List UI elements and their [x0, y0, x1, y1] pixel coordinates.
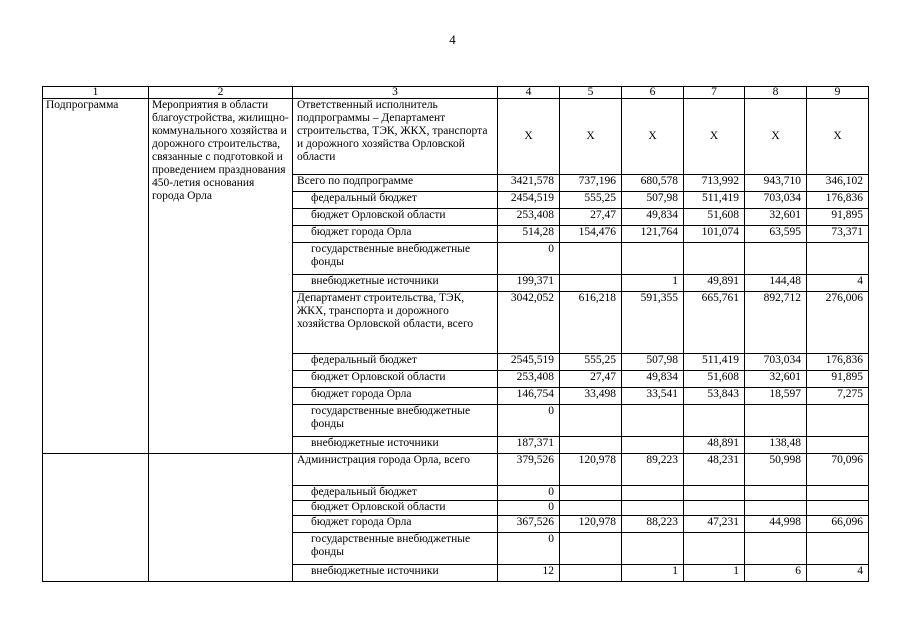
value-cell: 0	[498, 501, 560, 516]
row-label: бюджет города Орла	[293, 388, 498, 405]
value-cell: 253,408	[498, 209, 560, 226]
value-cell	[684, 243, 745, 275]
header-cell: 9	[807, 87, 869, 99]
value-cell: Х	[498, 99, 560, 175]
value-cell	[622, 533, 684, 565]
value-cell: 33,498	[560, 388, 622, 405]
value-cell: 27,47	[560, 209, 622, 226]
empty-cell	[149, 454, 293, 582]
value-cell: 154,476	[560, 226, 622, 243]
value-cell: 253,408	[498, 371, 560, 388]
row-label: государственные внебюджетные фонды	[293, 405, 498, 437]
value-cell	[745, 533, 807, 565]
header-cell: 4	[498, 87, 560, 99]
row-label: федеральный бюджет	[293, 354, 498, 371]
value-cell: 276,006	[807, 292, 869, 354]
header-cell: 3	[293, 87, 498, 99]
value-cell: 4	[807, 275, 869, 292]
value-cell	[684, 405, 745, 437]
value-cell: 50,998	[745, 454, 807, 486]
row-label: федеральный бюджет	[293, 486, 498, 501]
value-cell	[807, 486, 869, 501]
value-cell: 32,601	[745, 371, 807, 388]
value-cell: 737,196	[560, 175, 622, 192]
value-cell: 2454,519	[498, 192, 560, 209]
value-cell: 703,034	[745, 354, 807, 371]
value-cell: 511,419	[684, 192, 745, 209]
table-row	[43, 99, 869, 175]
value-cell: 44,998	[745, 516, 807, 533]
value-cell: 555,25	[560, 354, 622, 371]
value-cell	[807, 501, 869, 516]
measures-cell: Мероприятия в области благоустройства, жилищно-коммунального хозяйства и дорожного строительства, связанные с подготовкой и проведением празднования 450-летия основания города Орла	[149, 99, 293, 454]
header-cell: 7	[684, 87, 745, 99]
value-cell	[807, 437, 869, 454]
value-cell	[622, 405, 684, 437]
value-cell	[745, 486, 807, 501]
value-cell: 27,47	[560, 371, 622, 388]
value-cell: 66,096	[807, 516, 869, 533]
row-label: бюджет Орловской области	[293, 371, 498, 388]
value-cell: 88,223	[622, 516, 684, 533]
value-cell: 713,992	[684, 175, 745, 192]
value-cell: 51,608	[684, 209, 745, 226]
header-cell: 2	[149, 87, 293, 99]
table-row	[43, 454, 869, 486]
value-cell	[745, 405, 807, 437]
value-cell: 3421,578	[498, 175, 560, 192]
value-cell: 121,764	[622, 226, 684, 243]
value-cell: Х	[622, 99, 684, 175]
value-cell: 1	[622, 275, 684, 292]
row-label: бюджет города Орла	[293, 516, 498, 533]
value-cell	[560, 533, 622, 565]
value-cell	[684, 486, 745, 501]
value-cell	[622, 437, 684, 454]
value-cell	[622, 243, 684, 275]
value-cell: Х	[560, 99, 622, 175]
page-number: 4	[449, 32, 456, 47]
value-cell: 49,834	[622, 209, 684, 226]
row-label: бюджет города Орла	[293, 226, 498, 243]
value-cell: 514,28	[498, 226, 560, 243]
header-cell: 8	[745, 87, 807, 99]
value-cell: 49,834	[622, 371, 684, 388]
value-cell: 176,836	[807, 354, 869, 371]
value-cell: 7,275	[807, 388, 869, 405]
value-cell: 70,096	[807, 454, 869, 486]
value-cell: 511,419	[684, 354, 745, 371]
value-cell	[807, 533, 869, 565]
empty-cell	[43, 454, 149, 582]
value-cell: 18,597	[745, 388, 807, 405]
value-cell: 33,541	[622, 388, 684, 405]
value-cell: 91,895	[807, 371, 869, 388]
row-label: Ответственный исполнитель подпрограммы – Департамент строительства, ТЭК, ЖКХ, транспорта и дорожного хозяйства Орловской области	[293, 99, 498, 175]
value-cell	[560, 565, 622, 582]
value-cell: 138,48	[745, 437, 807, 454]
value-cell: 0	[498, 486, 560, 501]
value-cell: 51,608	[684, 371, 745, 388]
value-cell	[745, 501, 807, 516]
value-cell: 892,712	[745, 292, 807, 354]
table-header-row	[43, 87, 869, 99]
value-cell: 507,98	[622, 354, 684, 371]
value-cell	[560, 437, 622, 454]
value-cell: 0	[498, 243, 560, 275]
value-cell: 0	[498, 405, 560, 437]
value-cell: 1	[622, 565, 684, 582]
value-cell: 703,034	[745, 192, 807, 209]
value-cell: 367,526	[498, 516, 560, 533]
value-cell: 49,891	[684, 275, 745, 292]
value-cell	[560, 275, 622, 292]
row-label: Всего по подпрограмме	[293, 175, 498, 192]
value-cell	[807, 405, 869, 437]
header-cell: 6	[622, 87, 684, 99]
value-cell: 187,371	[498, 437, 560, 454]
value-cell	[622, 501, 684, 516]
value-cell: 120,978	[560, 516, 622, 533]
value-cell	[684, 501, 745, 516]
value-cell: 665,761	[684, 292, 745, 354]
value-cell: 120,978	[560, 454, 622, 486]
value-cell: 144,48	[745, 275, 807, 292]
subprogram-cell: Подпрограмма	[43, 99, 149, 454]
value-cell: 616,218	[560, 292, 622, 354]
value-cell: 507,98	[622, 192, 684, 209]
header-cell: 1	[43, 87, 149, 99]
value-cell: Х	[684, 99, 745, 175]
row-label: государственные внебюджетные фонды	[293, 533, 498, 565]
budget-table	[42, 86, 869, 582]
row-label: внебюджетные источники	[293, 437, 498, 454]
value-cell: 63,595	[745, 226, 807, 243]
value-cell: 1	[684, 565, 745, 582]
row-label: бюджет Орловской области	[293, 501, 498, 516]
value-cell: 89,223	[622, 454, 684, 486]
value-cell	[684, 533, 745, 565]
value-cell: 48,891	[684, 437, 745, 454]
value-cell	[807, 243, 869, 275]
value-cell: 591,355	[622, 292, 684, 354]
value-cell: 91,895	[807, 209, 869, 226]
value-cell: 199,371	[498, 275, 560, 292]
row-label: Департамент строительства, ТЭК, ЖКХ, транспорта и дорожного хозяйства Орловской области, всего	[293, 292, 498, 354]
value-cell: 379,526	[498, 454, 560, 486]
value-cell: 680,578	[622, 175, 684, 192]
value-cell	[560, 486, 622, 501]
value-cell	[560, 405, 622, 437]
value-cell: 47,231	[684, 516, 745, 533]
value-cell: Х	[807, 99, 869, 175]
value-cell: 0	[498, 533, 560, 565]
value-cell: 346,102	[807, 175, 869, 192]
header-cell: 5	[560, 87, 622, 99]
row-label: внебюджетные источники	[293, 565, 498, 582]
value-cell: Х	[745, 99, 807, 175]
value-cell: 73,371	[807, 226, 869, 243]
value-cell: 4	[807, 565, 869, 582]
value-cell: 176,836	[807, 192, 869, 209]
value-cell: 3042,052	[498, 292, 560, 354]
value-cell	[560, 243, 622, 275]
value-cell: 943,710	[745, 175, 807, 192]
row-label: внебюджетные источники	[293, 275, 498, 292]
value-cell: 555,25	[560, 192, 622, 209]
value-cell	[622, 486, 684, 501]
value-cell: 146,754	[498, 388, 560, 405]
value-cell: 101,074	[684, 226, 745, 243]
value-cell: 2545,519	[498, 354, 560, 371]
value-cell	[745, 243, 807, 275]
row-label: федеральный бюджет	[293, 192, 498, 209]
value-cell: 32,601	[745, 209, 807, 226]
row-label: государственные внебюджетные фонды	[293, 243, 498, 275]
value-cell: 12	[498, 565, 560, 582]
value-cell	[560, 501, 622, 516]
row-label: Администрация города Орла, всего	[293, 454, 498, 486]
value-cell: 6	[745, 565, 807, 582]
value-cell: 48,231	[684, 454, 745, 486]
value-cell: 53,843	[684, 388, 745, 405]
row-label: бюджет Орловской области	[293, 209, 498, 226]
